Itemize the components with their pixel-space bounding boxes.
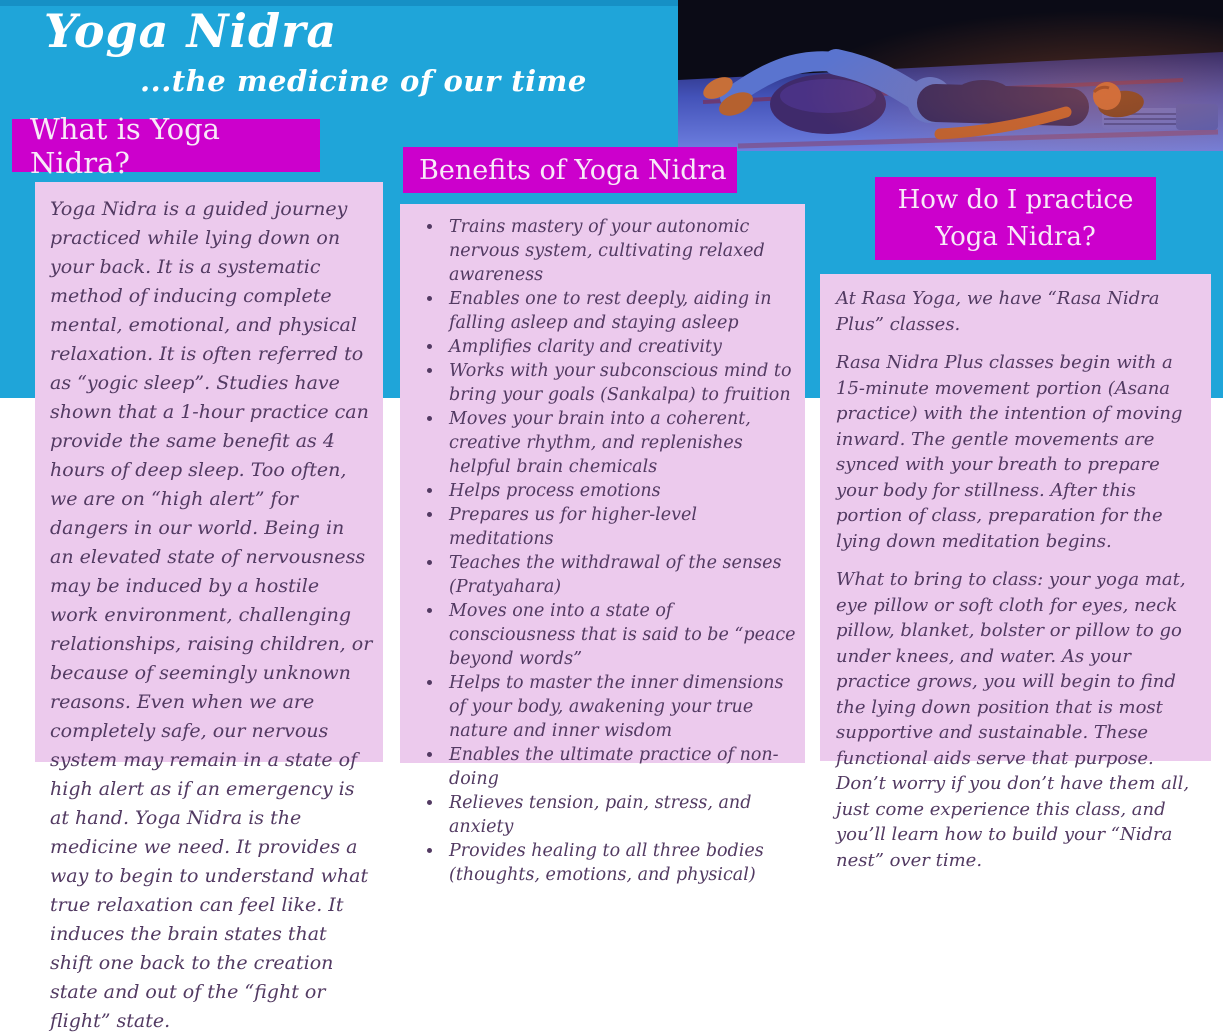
- heading-what-label: What is Yoga Nidra?: [30, 111, 220, 180]
- benefit-item: • Enables the ultimate practice of non-doing: [444, 743, 799, 791]
- benefit-item: • Prepares us for higher-level meditations: [444, 503, 799, 551]
- benefit-item: • Trains mastery of your autonomic nervous system, cultivating relaxed awareness: [444, 215, 799, 287]
- heading-what-is-yoga-nidra: [12, 111, 320, 180]
- how-to-practice-panel: [820, 274, 1211, 871]
- how-paragraph: At Rasa Yoga, we have “Rasa Nidra Plus” classes.: [836, 288, 1160, 335]
- benefit-item: • Amplifies clarity and creativity: [444, 335, 799, 359]
- how-paragraph: Rasa Nidra Plus classes begin with a 15-minute movement portion (Asana practice) with the intention of moving inward. The gentle movements are synced with your breath to prepare your body for stillness. After this portion of class, preparation for the lying down meditation begins.: [836, 352, 1183, 552]
- benefits-panel: [400, 204, 805, 885]
- page-title: Yoga Nidra: [44, 4, 338, 58]
- yoga-nidra-photo: [678, 0, 1223, 151]
- benefit-item: • Moves your brain into a coherent, creative rhythm, and replenishes helpful brain chemicals: [444, 407, 799, 479]
- page-subtitle: ...the medicine of our time: [140, 64, 587, 98]
- benefit-item: • Teaches the withdrawal of the senses (Pratyahara): [444, 551, 799, 599]
- what-is-yoga-nidra-panel: [35, 182, 383, 1032]
- benefit-item: • Helps process emotions: [444, 479, 799, 503]
- heading-how-label: How do I practice Yoga Nidra?: [897, 184, 1134, 252]
- savasana-photo-illustration: [678, 0, 1223, 151]
- benefit-item: • Helps to master the inner dimensions of your body, awakening your true nature and inner wisdom: [444, 671, 799, 743]
- heading-benefits-label: Benefits of Yoga Nidra: [419, 154, 727, 186]
- benefit-item: • Enables one to rest deeply, aiding in falling asleep and staying asleep: [444, 287, 799, 335]
- what-body-text: Yoga Nidra is a guided journey practiced while lying down on your back. It is a systematic method of inducing complete mental, emotional, and physical relaxation. It is often referred to as “yogic sleep”. Studies have shown that a 1-hour practice can provide the same benefit as 4 hours of deep sleep. Too often, we are on “high alert” for dangers in our world. Being in an elevated state of nervousness may be induced by a hostile work environment, challenging relationships, raising children, or because of seemingly unknown reasons. Even when we are completely safe, our nervous system may remain in a state of high alert as if an emergency is at hand. Yoga Nidra is the medicine we need. It provides a way to begin to understand what true relaxation can feel like. It induces the brain states that shift one back to the creation state and out of the “fight or flight” state.: [50, 198, 373, 1032]
- benefit-item: • Relieves tension, pain, stress, and anxiety: [444, 791, 799, 839]
- benefits-list: [400, 215, 799, 887]
- heading-how-to-practice: [875, 177, 1156, 260]
- benefit-item: • Works with your subconscious mind to bring your goals (Sankalpa) to fruition: [444, 359, 799, 407]
- benefit-item: • Provides healing to all three bodies (thoughts, emotions, and physical): [444, 839, 799, 887]
- benefit-item: • Moves one into a state of consciousness that is said to be “peace beyond words”: [444, 599, 799, 671]
- how-paragraph: What to bring to class: your yoga mat, eye pillow or soft cloth for eyes, neck pillow, blanket, bolster or pillow to go under knees, and water. As your practice grows, you will begin to find the lying down position that is most supportive and sustainable. These functional aids serve that purpose. Don’t worry if you don’t have them all, just come experience this class, and you’ll learn how to build your “Nidra nest” over time.: [836, 569, 1190, 871]
- heading-benefits: [403, 147, 737, 193]
